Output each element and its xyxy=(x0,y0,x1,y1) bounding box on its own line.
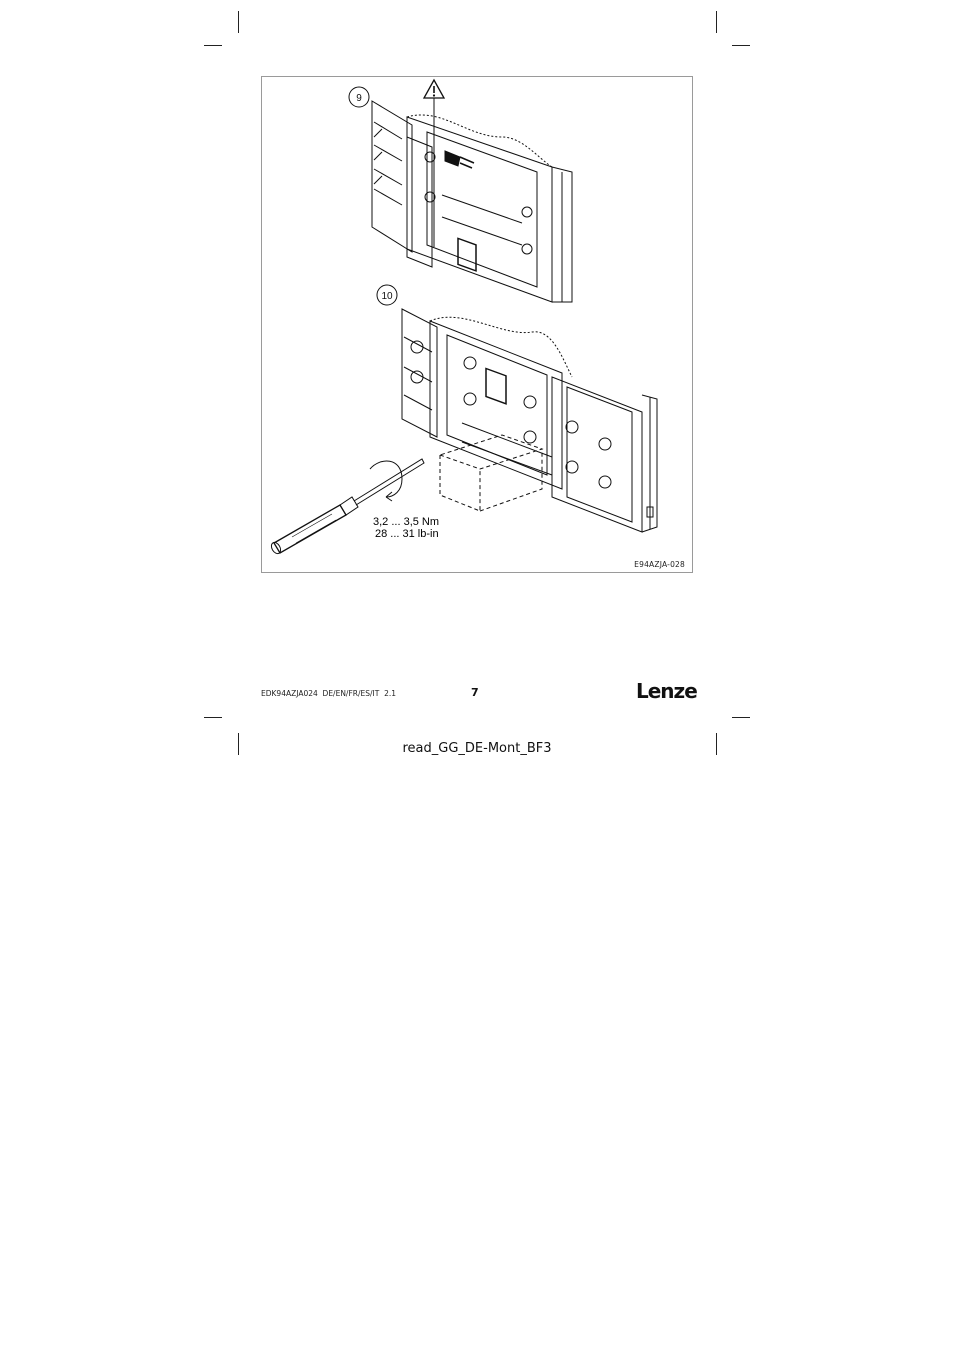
crop-mark xyxy=(204,45,222,46)
figure-frame xyxy=(261,76,693,573)
step-10-label: 10 xyxy=(381,291,393,302)
step-9-label: 9 xyxy=(356,93,362,104)
print-job-name: read_GG_DE-Mont_BF3 xyxy=(402,741,552,756)
crop-mark xyxy=(716,11,717,33)
screwdriver-icon xyxy=(270,459,424,555)
crop-mark xyxy=(732,45,750,46)
brand-logo: Lenze xyxy=(636,679,697,703)
crop-mark xyxy=(204,717,222,718)
assembly-illustration xyxy=(262,77,692,572)
page-number: 7 xyxy=(471,686,479,699)
crop-mark xyxy=(732,717,750,718)
document-id: EDK94AZJA024 DE/EN/FR/ES/IT 2.1 xyxy=(261,689,397,698)
torque-lbin-label: 28 ... 31 lb-in xyxy=(375,528,439,540)
figure-code: E94AZJA-028 xyxy=(634,560,685,569)
torque-nm-label: 3,2 ... 3,5 Nm xyxy=(373,516,440,528)
crop-mark xyxy=(238,11,239,33)
